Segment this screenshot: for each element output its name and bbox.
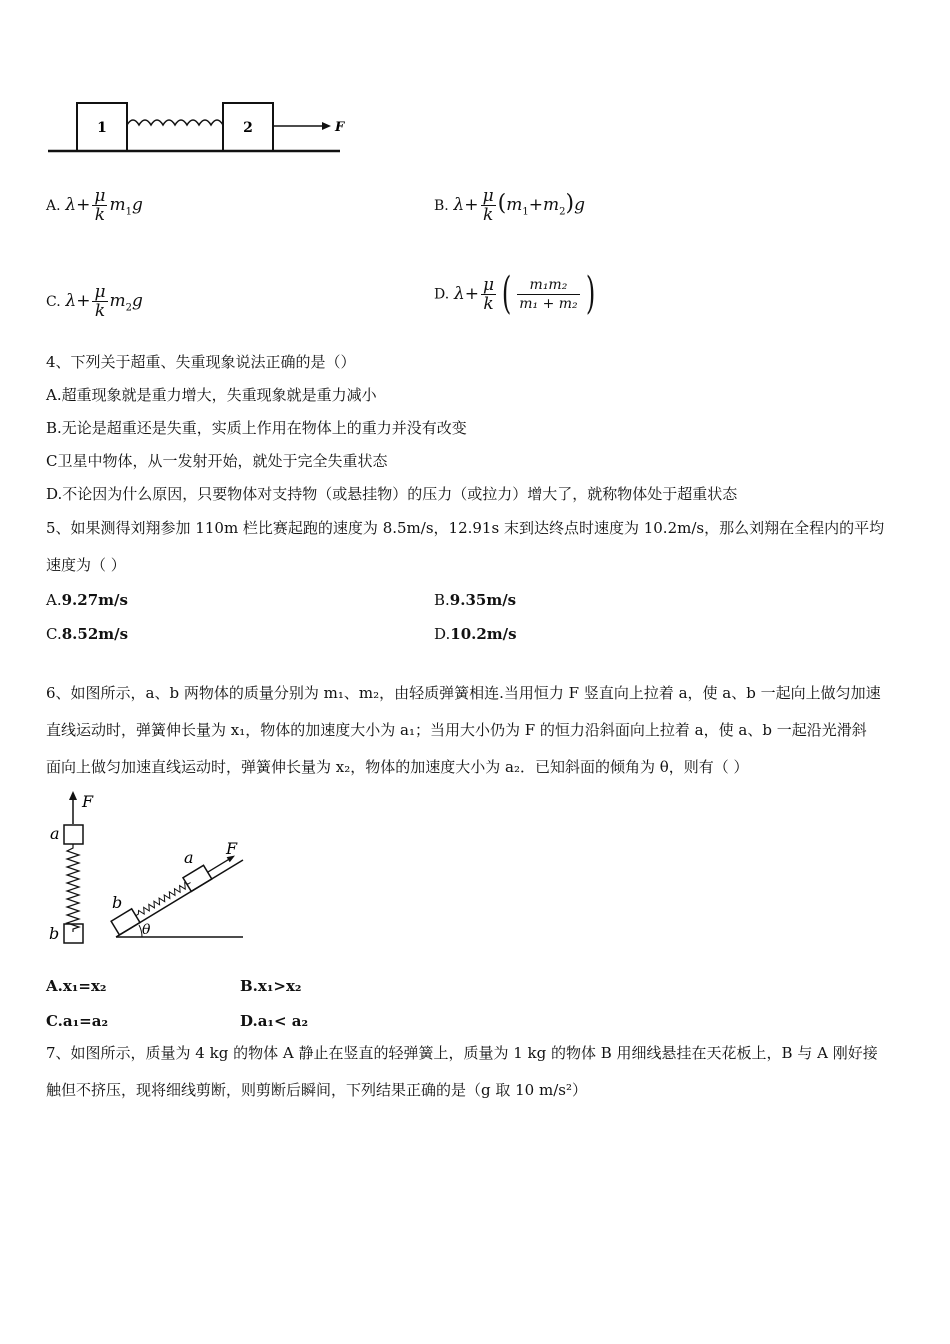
q4-option-c[interactable]: C卫星中物体，从一发射开始，就处于完全失重状态	[46, 452, 388, 470]
option-value: 10.2m/s	[450, 625, 517, 643]
q7-stem-line2: 触但不挤压，现将细线剪断，则剪断后瞬间，下列结果正确的是（g 取 10 m/s²）	[46, 1081, 587, 1099]
mu: μ	[483, 274, 495, 295]
sub2: 2	[559, 206, 566, 218]
m2: m	[542, 195, 560, 215]
option-b[interactable]: B. λ+ $\frac{\mu}{k}$ $(m_1+m_2)g$	[434, 186, 585, 225]
figure-spring-incline	[44, 788, 254, 948]
option-a[interactable]	[46, 187, 143, 224]
sub: 2	[125, 302, 133, 314]
k: k	[482, 205, 494, 225]
q5-option-c[interactable]	[46, 624, 128, 644]
m: m	[109, 291, 126, 311]
force-label-vertical: F	[82, 792, 94, 811]
option-value: 8.52m/s	[61, 625, 129, 643]
q6-stem-line3: 面向上做匀加速直线运动时，弹簧伸长量为 x₂，物体的加速度大小为 a₂．已知斜面的倾角为 θ，则有（ ）	[46, 758, 749, 776]
q7-stem-line1: 7、如图所示，质量为 4 kg 的物体 A 静止在竖直的轻弹簧上，质量为 1 kg 的物体 B 用细线悬挂在天花板上，B 与 A 刚好接	[46, 1044, 878, 1062]
block-a-label-incline: a	[184, 848, 194, 867]
figure-blocks-spring	[40, 95, 360, 160]
q4-stem: 4、下列关于超重、失重现象说法正确的是（）	[46, 353, 356, 371]
mu: μ	[94, 186, 106, 206]
force-label-incline: F	[226, 839, 238, 858]
option-label: D.	[434, 286, 450, 303]
lambda-term: λ+	[65, 195, 91, 215]
option-label: C.	[46, 294, 61, 310]
g: g	[132, 291, 143, 311]
fraction-numerator: m₁m₂	[517, 276, 579, 295]
sub: 1	[125, 206, 132, 218]
m: m	[109, 195, 126, 215]
block-1-label: 1	[97, 120, 107, 136]
force-label: F	[335, 120, 345, 135]
fraction-denominator: m₁ + m₂	[519, 295, 578, 312]
q4-option-d[interactable]: D.不论因为什么原因，只要物体对支持物（或悬挂物）的压力（或拉力）增大了，就称物体处于超重状态	[46, 485, 738, 503]
option-label: D.	[434, 625, 451, 643]
g: g	[131, 195, 143, 215]
option-value: 9.35m/s	[449, 591, 517, 609]
g: g	[574, 195, 585, 215]
lambda-term: λ+	[453, 283, 479, 304]
q5-stem-line2: 速度为（ ）	[46, 556, 126, 574]
q6-stem-line1: 6、如图所示，a、b 两物体的质量分别为 m₁、m₂，由轻质弹簧相连.当用恒力 F 竖直向上拉着 a，使 a、b 一起向上做匀加速	[46, 684, 881, 702]
k: k	[94, 301, 106, 321]
option-label: B.	[434, 198, 449, 214]
option-label: B.	[434, 591, 450, 609]
q6-option-c[interactable]: C.a₁=a₂	[46, 1012, 109, 1030]
lambda-term: λ+	[453, 195, 479, 215]
block-a-label-vertical: a	[50, 824, 60, 843]
m1: m	[506, 195, 523, 215]
q6-option-d[interactable]: D.a₁< a₂	[240, 1012, 309, 1030]
k: k	[483, 293, 494, 314]
block-b-label-vertical: b	[49, 924, 60, 943]
q6-option-b[interactable]: B.x₁>x₂	[240, 977, 302, 995]
option-c[interactable]	[46, 283, 143, 320]
q5-stem-line1: 5、如果测得刘翔参加 110m 栏比赛起跑的速度为 8.5m/s，12.91s 末到达终点时速度为 10.2m/s，那么刘翔在全程内的平均	[46, 519, 885, 537]
q4-option-b[interactable]: B.无论是超重还是失重，实质上作用在物体上的重力并没有改变	[46, 419, 467, 437]
option-d[interactable]: D. λ+ $\frac{\mu}{k}$ ( $\frac{\text{m₁m₂}}{\text{m₁ + m₂}}$ )	[434, 268, 595, 319]
mu: μ	[482, 186, 494, 206]
q6-stem-line2: 直线运动时，弹簧伸长量为 x₁，物体的加速度大小为 a₁；当用大小仍为 F 的恒力沿斜面向上拉着 a，使 a、b 一起沿光滑斜	[46, 721, 867, 739]
plus: +	[528, 195, 543, 215]
mu: μ	[94, 282, 106, 302]
option-label: A.	[46, 591, 62, 609]
option-label: C.	[46, 625, 62, 643]
k: k	[94, 205, 106, 225]
q5-option-b[interactable]	[434, 590, 516, 610]
block-b-label-incline: b	[112, 893, 123, 912]
option-label: A.	[46, 198, 61, 214]
theta-label: θ	[142, 922, 151, 938]
q4-option-a[interactable]: A.超重现象就是重力增大，失重现象就是重力减小	[46, 386, 377, 404]
block-2-label: 2	[243, 120, 253, 136]
q6-option-a[interactable]: A.x₁=x₂	[46, 977, 107, 995]
q5-option-d[interactable]	[434, 624, 517, 644]
lambda-term: λ+	[65, 291, 91, 311]
sub1: 1	[522, 206, 529, 218]
q5-option-a[interactable]	[46, 590, 128, 610]
option-value: 9.27m/s	[61, 591, 128, 609]
